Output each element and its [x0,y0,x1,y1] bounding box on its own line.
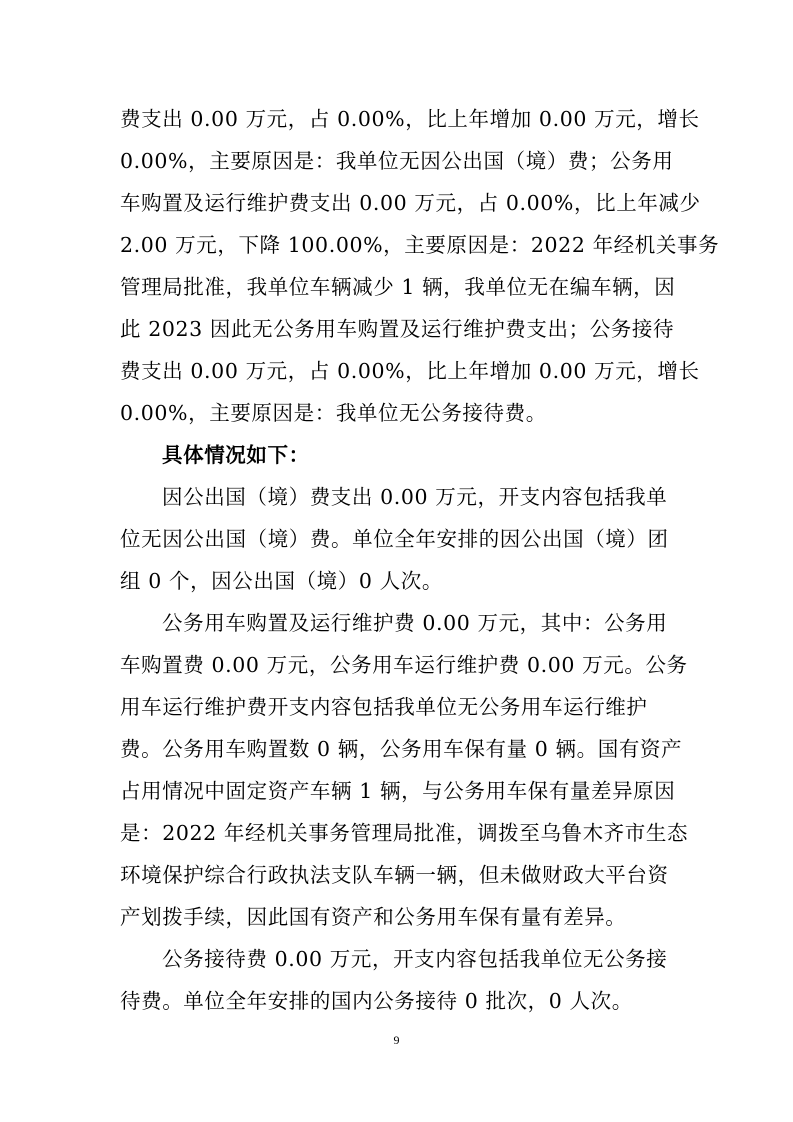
text-line: 环境保护综合行政执法支队车辆一辆，但未做财政大平台资 [120,863,669,887]
text-line: 是：2022 年经机关事务管理局批准，调拨至乌鲁木齐市生态 [120,821,689,845]
text-line: 组 0 个，因公出国（境）0 人次。 [120,569,443,593]
text-line: 因公出国（境）费支出 0.00 万元，开支内容包括我单 [162,485,668,509]
text-line: 公务接待费 0.00 万元，开支内容包括我单位无公务接 [162,947,668,971]
section-heading: 具体情况如下： [162,443,310,467]
text-line: 费支出 0.00 万元，占 0.00%，比上年增加 0.00 万元，增长 [120,359,700,383]
text-line: 车购置费 0.00 万元，公务用车运行维护费 0.00 万元。公务 [120,653,688,677]
text-line: 产划拨手续，因此国有资产和公务用车保有量有差异。 [120,905,627,929]
text-line: 费支出 0.00 万元，占 0.00%，比上年增加 0.00 万元，增长 [120,107,700,131]
text-line: 位无因公出国（境）费。单位全年安排的因公出国（境）团 [120,527,669,551]
text-line: 2.00 万元，下降 100.00%，主要原因是：2022 年经机关事务 [120,233,720,257]
text-line: 待费。单位全年安排的国内公务接待 0 批次，0 人次。 [120,989,633,1013]
document-body [120,98,720,1022]
text-line: 管理局批准，我单位车辆减少 1 辆，我单位无在编车辆，因 [120,275,676,299]
text-line: 用车运行维护费开支内容包括我单位无公务用车运行维护 [120,695,648,719]
text-line: 此 2023 因此无公务用车购置及运行维护费支出；公务接待 [120,317,675,341]
text-line: 车购置及运行维护费支出 0.00 万元，占 0.00%，比上年减少 [120,191,701,215]
text-line: 公务用车购置及运行维护费 0.00 万元，其中：公务用 [162,611,668,635]
text-line: 占用情况中固定资产车辆 1 辆，与公务用车保有量差异原因 [120,779,676,803]
text-line: 费。公务用车购置数 0 辆，公务用车保有量 0 辆。国有资产 [120,737,683,761]
page-number: 9 [393,1033,400,1047]
text-line: 0.00%，主要原因是：我单位无公务接待费。 [120,401,547,425]
text-line: 0.00%，主要原因是：我单位无因公出国（境）费；公务用 [120,149,674,173]
